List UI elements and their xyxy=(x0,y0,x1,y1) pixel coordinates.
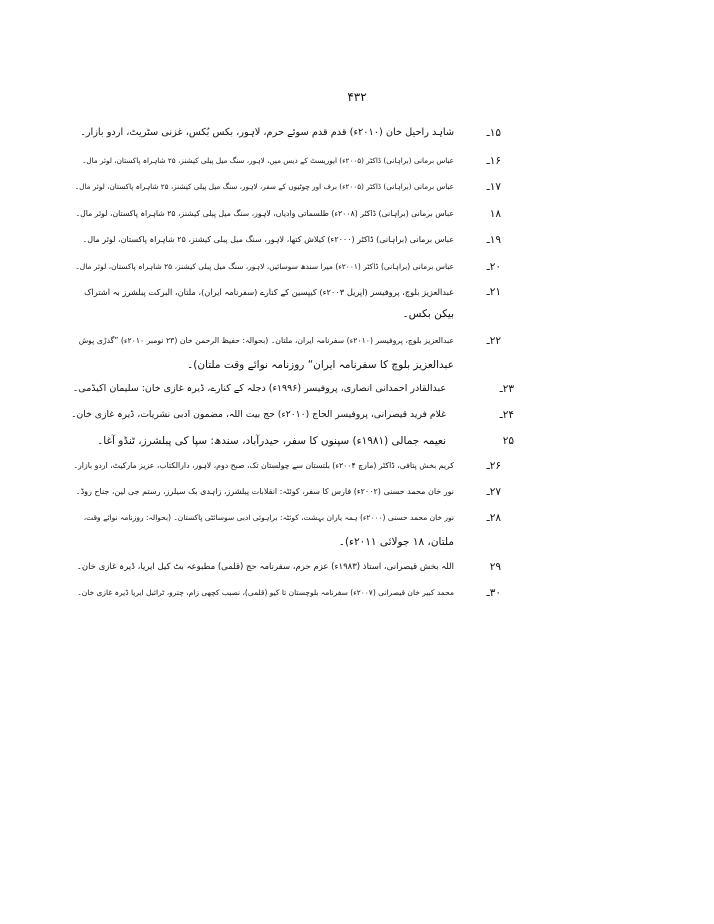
entry-text: غلام فرید قیصرانی، پروفیسر الحاج (۲۰۱۰ء) حج بیت اللہ، مضمون ادبی نشریات، ڈیرہ غازی خان۔ xyxy=(71,409,446,420)
entry-text: ملتان، ۱۸ جولائی ۲۰۱۱ء)۔ xyxy=(338,536,454,548)
entry-text: عبدالعزیز بلوچ، پروفیسر (اپریل ۲۰۰۳ء) کیپسین کے کنارے (سفرنامہ ایران)، ملتان، البرکت پبلشرز بہ اشتراک xyxy=(84,287,454,297)
entry-text: شاہد راحیل خان (۲۰۱۰ء) قدم قدم سوئے حرم، لاہور، بکس بُکس، غزنی سٹریٹ، اردو بازار۔ xyxy=(80,127,454,138)
entry-number: ۲۵ xyxy=(502,435,514,447)
entry-text: محمد کبیر خان قیصرانی (۲۰۰۷ء) سفرنامہ بلوچستان تا کیو (قلمی)، نصیب کچھی زام، چترو، ٹرائبل ایریا ڈیرہ غازی خان۔ xyxy=(77,588,454,597)
entry-number: ۲۴ـ xyxy=(499,409,514,421)
entry-number: ۲۶ـ xyxy=(486,460,501,472)
entry-text: کریم بخش پتافی، ڈاکٹر (مارچ ۲۰۰۴ء) بلتستان سے چولستان تک، صبح دوم، لاہور، دارالکتاب، عزیز مارکیٹ، اردو بازار۔ xyxy=(73,461,454,470)
entry-number: ۲۲ـ xyxy=(486,335,501,347)
entry-number: ۱۷ـ xyxy=(486,181,501,193)
entry-number: ۳۰ـ xyxy=(486,587,501,599)
entry-text: عبدالعزیز بلوچ کا سفرنامہ ایران“ روزنامہ نوائے وقت ملتان)۔ xyxy=(187,359,454,371)
entry-number: ۱۵ـ xyxy=(486,127,501,139)
entry-number: ۲۱ـ xyxy=(486,286,501,298)
entry-number: ۲۷ـ xyxy=(486,486,501,498)
entry-text: عباس برمانی (براہانی) ڈاکٹر (۲۰۰۱ء) میرا سندھ سوسائیں، لاہور، سنگ میل پبلی کیشنز، ۲۵ شاہراہ پاکستان، لوئر مال۔ xyxy=(75,262,454,271)
entry-text: نور خان محمد حسنی (۲۰۰۰ء) ہمہ یاران بہشت، کوئٹہ: براہوئی ادبی سوسائٹی پاکستان۔ (بحوالہ: روزنامہ نوائے وقت، xyxy=(83,513,454,522)
entry-number: ۱۹ـ xyxy=(486,234,501,246)
entry-text: عبدالعزیز بلوچ، پروفیسر (۲۰۱۰ء) سفرنامہ ایران، ملتان۔ (بحوالہ: حفیظ الرحمن خان (۲۳ نومبر ۲۰۱۰ء) ”گدڑی پوش xyxy=(78,336,454,345)
entry-number: ۲۰ـ xyxy=(486,261,501,273)
page-number: ۴۳۲ xyxy=(347,90,367,104)
entry-number: ۱۶ـ xyxy=(486,155,501,167)
entry-number: ۲۸ـ xyxy=(486,512,501,524)
entry-text: بیکن بکس۔ xyxy=(402,308,454,320)
entry-number: ۱۸ xyxy=(489,208,501,220)
entry-text: اللہ بخش قیصرانی، استاذ (۱۹۸۳ء) عزم حرم، سفرنامہ حج (قلمی) مطبوعہ بٹ کیل ایریا، ڈیرہ غازی خان۔ xyxy=(76,562,454,572)
entry-text: عبدالقادر احمدانی انصاری، پروفیسر (۱۹۹۶ء) دجلہ کے کنارے، ڈیرہ غازی خان: سلیمان اکیڈمی۔ xyxy=(72,383,446,394)
entry-text: عباس برمانی (براہانی) ڈاکٹر (۲۰۰۵ء) برف اور چوٹیوں کے سفر، لاہور، سنگ میل پبلی کیشنز، ۲۵ شاہراہ پاکستان، لوئر مال۔ xyxy=(74,182,454,191)
entry-text: عباس برمانی (براہانی) ڈاکٹر (۲۰۰۰ء) کیلاش کتھا، لاہور، سنگ میل پبلی کیشنز، ۲۵ شاہراہ پاکستان، لوئر مال۔ xyxy=(82,235,454,244)
entry-text: نعیمہ جمالی (۱۹۸۱ء) سپنوں کا سفر، حیدرآباد، سندھ: سپا کی پبلشرز، ٹنڈو آغا۔ xyxy=(97,435,446,447)
entry-number: ۲۳ـ xyxy=(499,383,514,395)
entry-text: نور خان محمد حسنی (۲۰۰۲ء) فارس کا سفر، کوئٹہ: انقلابات پبلشرز، زاہدی بک سیلرز، رستم جی لین، جناح روڈ۔ xyxy=(75,487,454,496)
entry-text: عباس برمانی (براہانی) ڈاکٹر (۲۰۰۸ء) طلسماتی وادیاں، لاہور، سنگ میل پبلی کیشنز، ۲۵ شاہراہ پاکستان، لوئر مال۔ xyxy=(75,209,454,218)
entry-number: ۲۹ xyxy=(489,561,501,573)
entry-text: عباس برمانی (براہانی) ڈاکٹر (۲۰۰۵ء) ایوریسٹ کے دیس میں، لاہور، سنگ میل پبلی کیشنز، ۲۵ شاہراہ پاکستان، لوئر مال۔ xyxy=(82,156,454,165)
